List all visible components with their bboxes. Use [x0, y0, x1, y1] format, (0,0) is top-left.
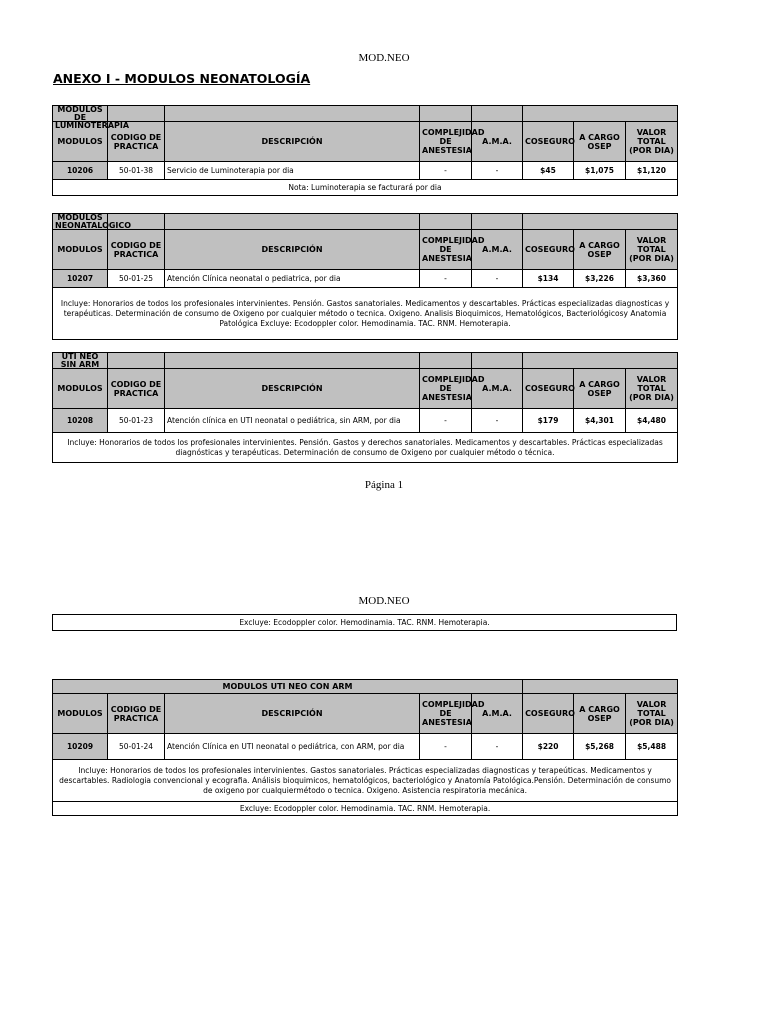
document-title: ANEXO I - MODULOS NEONATOLOGÍA — [53, 71, 311, 86]
section-note: Incluye: Honorarios de todos los profesionales intervinientes. Pensión. Gastos sanatoriales. Medicamentos y descartables. Prácticas especializadas diagnosticas y terapéuticas. Determinación de consumo de Oxigeno por cualquier método o tecnica. Oxigeno. Analisis Bioquimicos, Hematológicos, Bacteriológicosy Anatomia Patológica Excluye: Ecodoppler color. Hemodinamia. TAC. RNM. Hemoterapia. — [53, 288, 678, 340]
valor-value: $1,120 — [626, 162, 678, 180]
valor-value: $5,488 — [626, 734, 678, 760]
page-header: MOD.NEO — [358, 595, 410, 607]
coseguro-value: $220 — [523, 734, 574, 760]
exclusion-box — [52, 614, 677, 631]
col-complejidad: COMPLEJIDAD DE ANESTESIA — [420, 694, 472, 734]
practica-code: 50-01-24 — [108, 734, 165, 760]
cargo-value: $1,075 — [574, 162, 626, 180]
modulo-code: 10207 — [53, 270, 108, 288]
col-descripcion: DESCRIPCIÓN — [165, 230, 420, 270]
cargo-value: $4,301 — [574, 409, 626, 433]
col-coseguro: COSEGURO — [523, 369, 574, 409]
module-table-uti-con-arm — [52, 679, 678, 816]
section-name: MODULOS NEONATALOGICO — [53, 214, 108, 230]
complejidad-value: - — [420, 409, 472, 433]
valor-value: $3,360 — [626, 270, 678, 288]
complejidad-value: - — [420, 162, 472, 180]
col-codigo: CODIGO DE PRACTICA — [108, 694, 165, 734]
section-note: Incluye: Honorarios de todos los profesionales intervinientes. Gastos sanatoriales. Prácticas especializadas diagnosticas y terapeúticas. Medicamentos y descartables. Radiologia convencional y ecografia. Análisis bioquimicos, hematológicos, bacteriológico y Anatomía Patológica.Pensión. Determinación de consumo de oxigeno por cualquiermétodo o tecnica. Oxigeno. Asistencia respiratoria mecánica. — [53, 760, 678, 802]
ama-value: - — [472, 409, 523, 433]
col-complejidad: COMPLEJIDAD DE ANESTESIA — [420, 122, 472, 162]
module-table-neonatalogico — [52, 213, 678, 340]
practica-code: 50-01-38 — [108, 162, 165, 180]
col-ama: A.M.A. — [472, 230, 523, 270]
col-complejidad: COMPLEJIDAD DE ANESTESIA — [420, 230, 472, 270]
col-modulos: MODULOS — [53, 694, 108, 734]
col-valor: VALOR TOTAL (POR DIA) — [626, 122, 678, 162]
valor-value: $4,480 — [626, 409, 678, 433]
col-descripcion: DESCRIPCIÓN — [165, 369, 420, 409]
ama-value: - — [472, 734, 523, 760]
coseguro-value: $134 — [523, 270, 574, 288]
modulo-code: 10208 — [53, 409, 108, 433]
col-ama: A.M.A. — [472, 122, 523, 162]
page-header: MOD.NEO — [358, 52, 410, 64]
col-cargo: A CARGO OSEP — [574, 369, 626, 409]
row-description: Servicio de Luminoterapia por dia — [165, 162, 420, 180]
modulo-code: 10209 — [53, 734, 108, 760]
col-cargo: A CARGO OSEP — [574, 230, 626, 270]
ama-value: - — [472, 270, 523, 288]
table-row — [53, 162, 678, 180]
ama-value: - — [472, 162, 523, 180]
col-codigo: CODIGO DE PRACTICA — [108, 369, 165, 409]
practica-code: 50-01-23 — [108, 409, 165, 433]
exclusion-note: Excluye: Ecodoppler color. Hemodinamia. TAC. RNM. Hemoterapia. — [53, 802, 678, 816]
complejidad-value: - — [420, 270, 472, 288]
section-name: MODULOS UTI NEO CON ARM — [53, 680, 523, 694]
exclusion-note: Excluye: Ecodoppler color. Hemodinamia. TAC. RNM. Hemoterapia. — [53, 615, 677, 631]
col-codigo: CODIGO DE PRACTICA — [108, 230, 165, 270]
cargo-value: $3,226 — [574, 270, 626, 288]
practica-code: 50-01-25 — [108, 270, 165, 288]
modulo-code: 10206 — [53, 162, 108, 180]
col-ama: A.M.A. — [472, 694, 523, 734]
col-cargo: A CARGO OSEP — [574, 694, 626, 734]
col-modulos: MODULOS — [53, 230, 108, 270]
module-table-uti-sin-arm — [52, 352, 678, 463]
section-name: UTI NEO SIN ARM — [53, 353, 108, 369]
section-note: Nota: Luminoterapia se facturará por dia — [53, 180, 678, 196]
col-coseguro: COSEGURO — [523, 122, 574, 162]
table-row — [53, 734, 678, 760]
col-modulos: MODULOS — [53, 369, 108, 409]
col-coseguro: COSEGURO — [523, 230, 574, 270]
complejidad-value: - — [420, 734, 472, 760]
col-valor: VALOR TOTAL (POR DIA) — [626, 369, 678, 409]
col-descripcion: DESCRIPCIÓN — [165, 122, 420, 162]
col-codigo: CODIGO DE PRACTICA — [108, 122, 165, 162]
module-table-luminoterapia — [52, 105, 678, 196]
page-footer: Página 1 — [364, 479, 404, 491]
section-name: MODULOS DE LUMINOTERAPIA — [53, 106, 108, 122]
row-description: Atención clínica en UTI neonatal o pediátrica, sin ARM, por dia — [165, 409, 420, 433]
col-valor: VALOR TOTAL (POR DIA) — [626, 694, 678, 734]
coseguro-value: $179 — [523, 409, 574, 433]
section-note: Incluye: Honorarios de todos los profesionales intervinientes. Pensión. Gastos y derechos sanatoriales. Medicamentos y descartables. Prácticas especializadas diagnósticas y terapéuticas. Determinación de consumo de Oxigeno por cualquier método o técnica. — [53, 433, 678, 463]
table-row — [53, 270, 678, 288]
coseguro-value: $45 — [523, 162, 574, 180]
row-description: Atención Clínica en UTI neonatal o pediátrica, con ARM, por dia — [165, 734, 420, 760]
col-complejidad: COMPLEJIDAD DE ANESTESIA — [420, 369, 472, 409]
col-cargo: A CARGO OSEP — [574, 122, 626, 162]
table-row — [53, 409, 678, 433]
col-descripcion: DESCRIPCIÓN — [165, 694, 420, 734]
col-ama: A.M.A. — [472, 369, 523, 409]
col-valor: VALOR TOTAL (POR DIA) — [626, 230, 678, 270]
col-coseguro: COSEGURO — [523, 694, 574, 734]
cargo-value: $5,268 — [574, 734, 626, 760]
col-modulos: MODULOS — [53, 122, 108, 162]
row-description: Atención Clínica neonatal o pediatrica, por dia — [165, 270, 420, 288]
